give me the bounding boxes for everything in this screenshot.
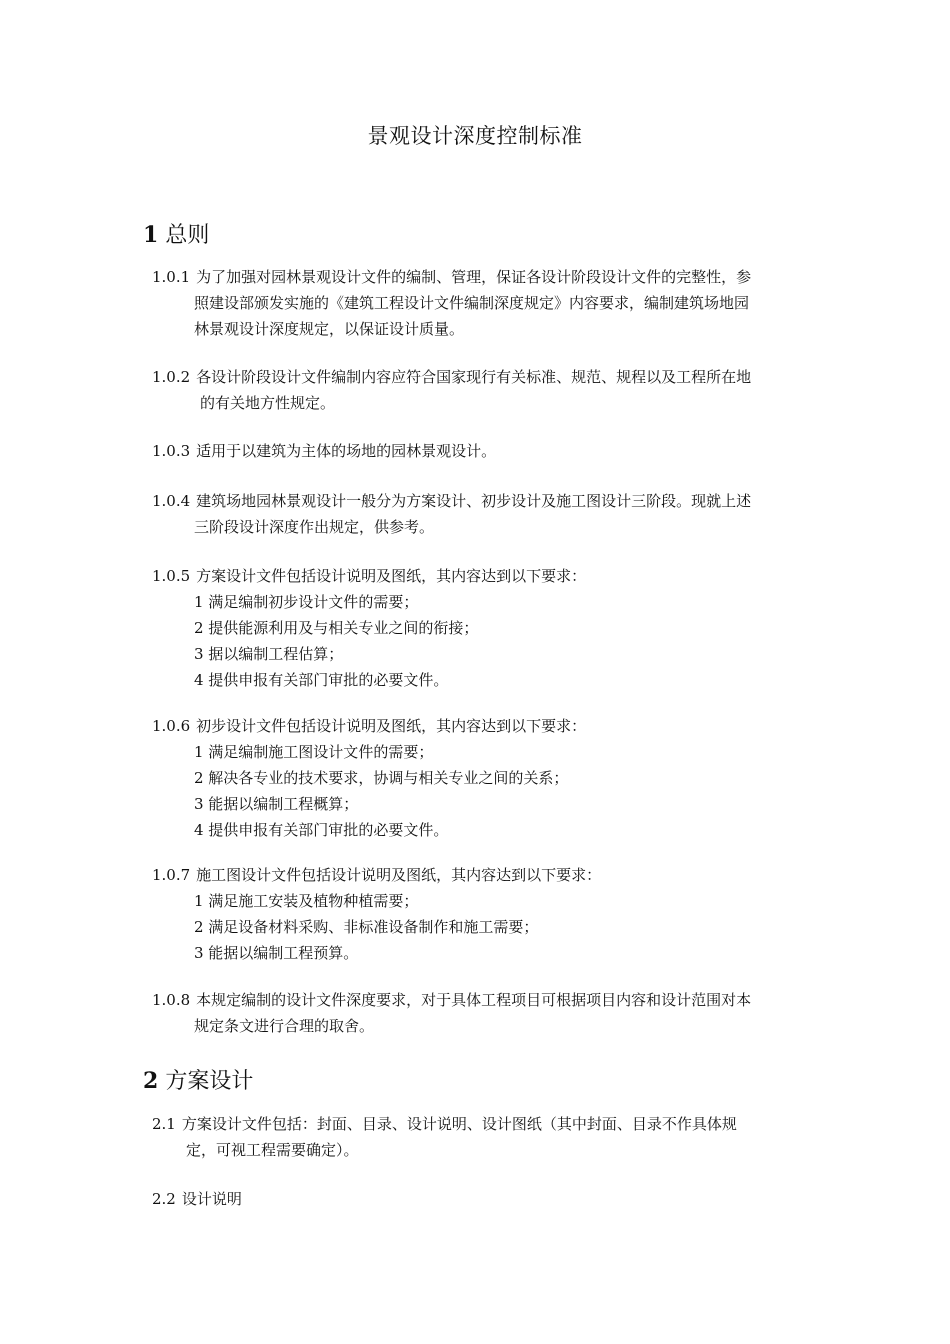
clause-1-0-2 xyxy=(152,364,812,416)
clause-number: 1.0.6 xyxy=(152,717,191,735)
list-item: 2 满足设备材料采购、非标准设备制作和施工需要； xyxy=(194,918,539,936)
list-item: 1 满足施工安装及植物种植需要； xyxy=(194,892,419,910)
clause-number: 2.2 xyxy=(152,1190,176,1208)
clause-number: 1.0.8 xyxy=(152,991,191,1009)
clause-1-0-1 xyxy=(152,264,812,342)
clause-1-0-6 xyxy=(152,713,812,739)
list-item: 4 提供申报有关部门审批的必要文件。 xyxy=(194,821,449,839)
clause-number: 1.0.3 xyxy=(152,442,191,460)
list-item: 1 满足编制施工图设计文件的需要； xyxy=(194,743,434,761)
section-heading-2 xyxy=(143,1066,253,1097)
clause-line: 1.0.4 建筑场地园林景观设计一般分为方案设计、初步设计及施工图设计三阶段。现就上述 xyxy=(152,492,752,510)
clause-number: 1.0.1 xyxy=(152,268,191,286)
clause-line: 1.0.8 本规定编制的设计文件深度要求，对于具体工程项目可根据项目内容和设计范围对本 xyxy=(152,991,752,1009)
clause-line: 2.1 方案设计文件包括：封面、目录、设计说明、设计图纸（其中封面、目录不作具体规 xyxy=(152,1115,737,1133)
clause-line: 1.0.5 方案设计文件包括设计说明及图纸，其内容达到以下要求： xyxy=(152,567,587,585)
section-number: 2 xyxy=(143,1068,159,1094)
clause-1-0-7-items xyxy=(194,888,538,966)
clause-1-0-6-items xyxy=(194,739,568,843)
clause-number: 1.0.5 xyxy=(152,567,191,585)
clause-2-2 xyxy=(152,1186,812,1212)
document-title: 景观设计深度控制标准 xyxy=(367,124,583,148)
clause-1-0-3 xyxy=(152,438,812,464)
clause-2-1 xyxy=(152,1111,812,1163)
section-number: 1 xyxy=(143,222,159,248)
list-item: 3 能据以编制工程预算。 xyxy=(194,944,359,962)
clause-1-0-8 xyxy=(152,987,812,1039)
clause-line: 定，可视工程需要确定）。 xyxy=(186,1141,359,1159)
section-heading-1 xyxy=(143,220,209,251)
clause-line: 1.0.3 适用于以建筑为主体的场地的园林景观设计。 xyxy=(152,442,497,460)
clause-1-0-5 xyxy=(152,563,812,589)
clause-number: 2.1 xyxy=(152,1115,176,1133)
list-item: 1 满足编制初步设计文件的需要； xyxy=(194,593,419,611)
clause-line: 三阶段设计深度作出规定，供参考。 xyxy=(194,518,435,536)
clause-line: 照建设部颁发实施的《建筑工程设计文件编制深度规定》内容要求，编制建筑场地园 xyxy=(194,294,750,312)
list-item: 3 据以编制工程估算； xyxy=(194,645,344,663)
clause-line: 的有关地方性规定。 xyxy=(200,394,336,412)
list-item: 2 提供能源利用及与相关专业之间的衔接； xyxy=(194,619,479,637)
list-item: 4 提供申报有关部门审批的必要文件。 xyxy=(194,671,449,689)
clause-1-0-7 xyxy=(152,862,812,888)
clause-number: 1.0.7 xyxy=(152,866,191,884)
clause-line: 林景观设计深度规定，以保证设计质量。 xyxy=(194,320,465,338)
clause-number: 1.0.2 xyxy=(152,368,191,386)
clause-number: 1.0.4 xyxy=(152,492,191,510)
clause-line: 1.0.2 各设计阶段设计文件编制内容应符合国家现行有关标准、规范、规程以及工程所在地 xyxy=(152,368,752,386)
clause-line: 规定条文进行合理的取舍。 xyxy=(194,1017,375,1035)
list-item: 3 能据以编制工程概算； xyxy=(194,795,359,813)
clause-1-0-4 xyxy=(152,488,812,540)
list-item: 2 解决各专业的技术要求，协调与相关专业之间的关系； xyxy=(194,769,569,787)
section-title: 总则 xyxy=(165,223,210,248)
clause-line: 1.0.6 初步设计文件包括设计说明及图纸，其内容达到以下要求： xyxy=(152,717,587,735)
clause-line: 1.0.7 施工图设计文件包括设计说明及图纸，其内容达到以下要求： xyxy=(152,866,602,884)
clause-1-0-5-items xyxy=(194,589,478,693)
clause-line: 1.0.1 为了加强对园林景观设计文件的编制、管理，保证各设计阶段设计文件的完整性，参 xyxy=(152,268,752,286)
clause-line: 2.2 设计说明 xyxy=(152,1190,242,1208)
section-title: 方案设计 xyxy=(165,1069,254,1094)
